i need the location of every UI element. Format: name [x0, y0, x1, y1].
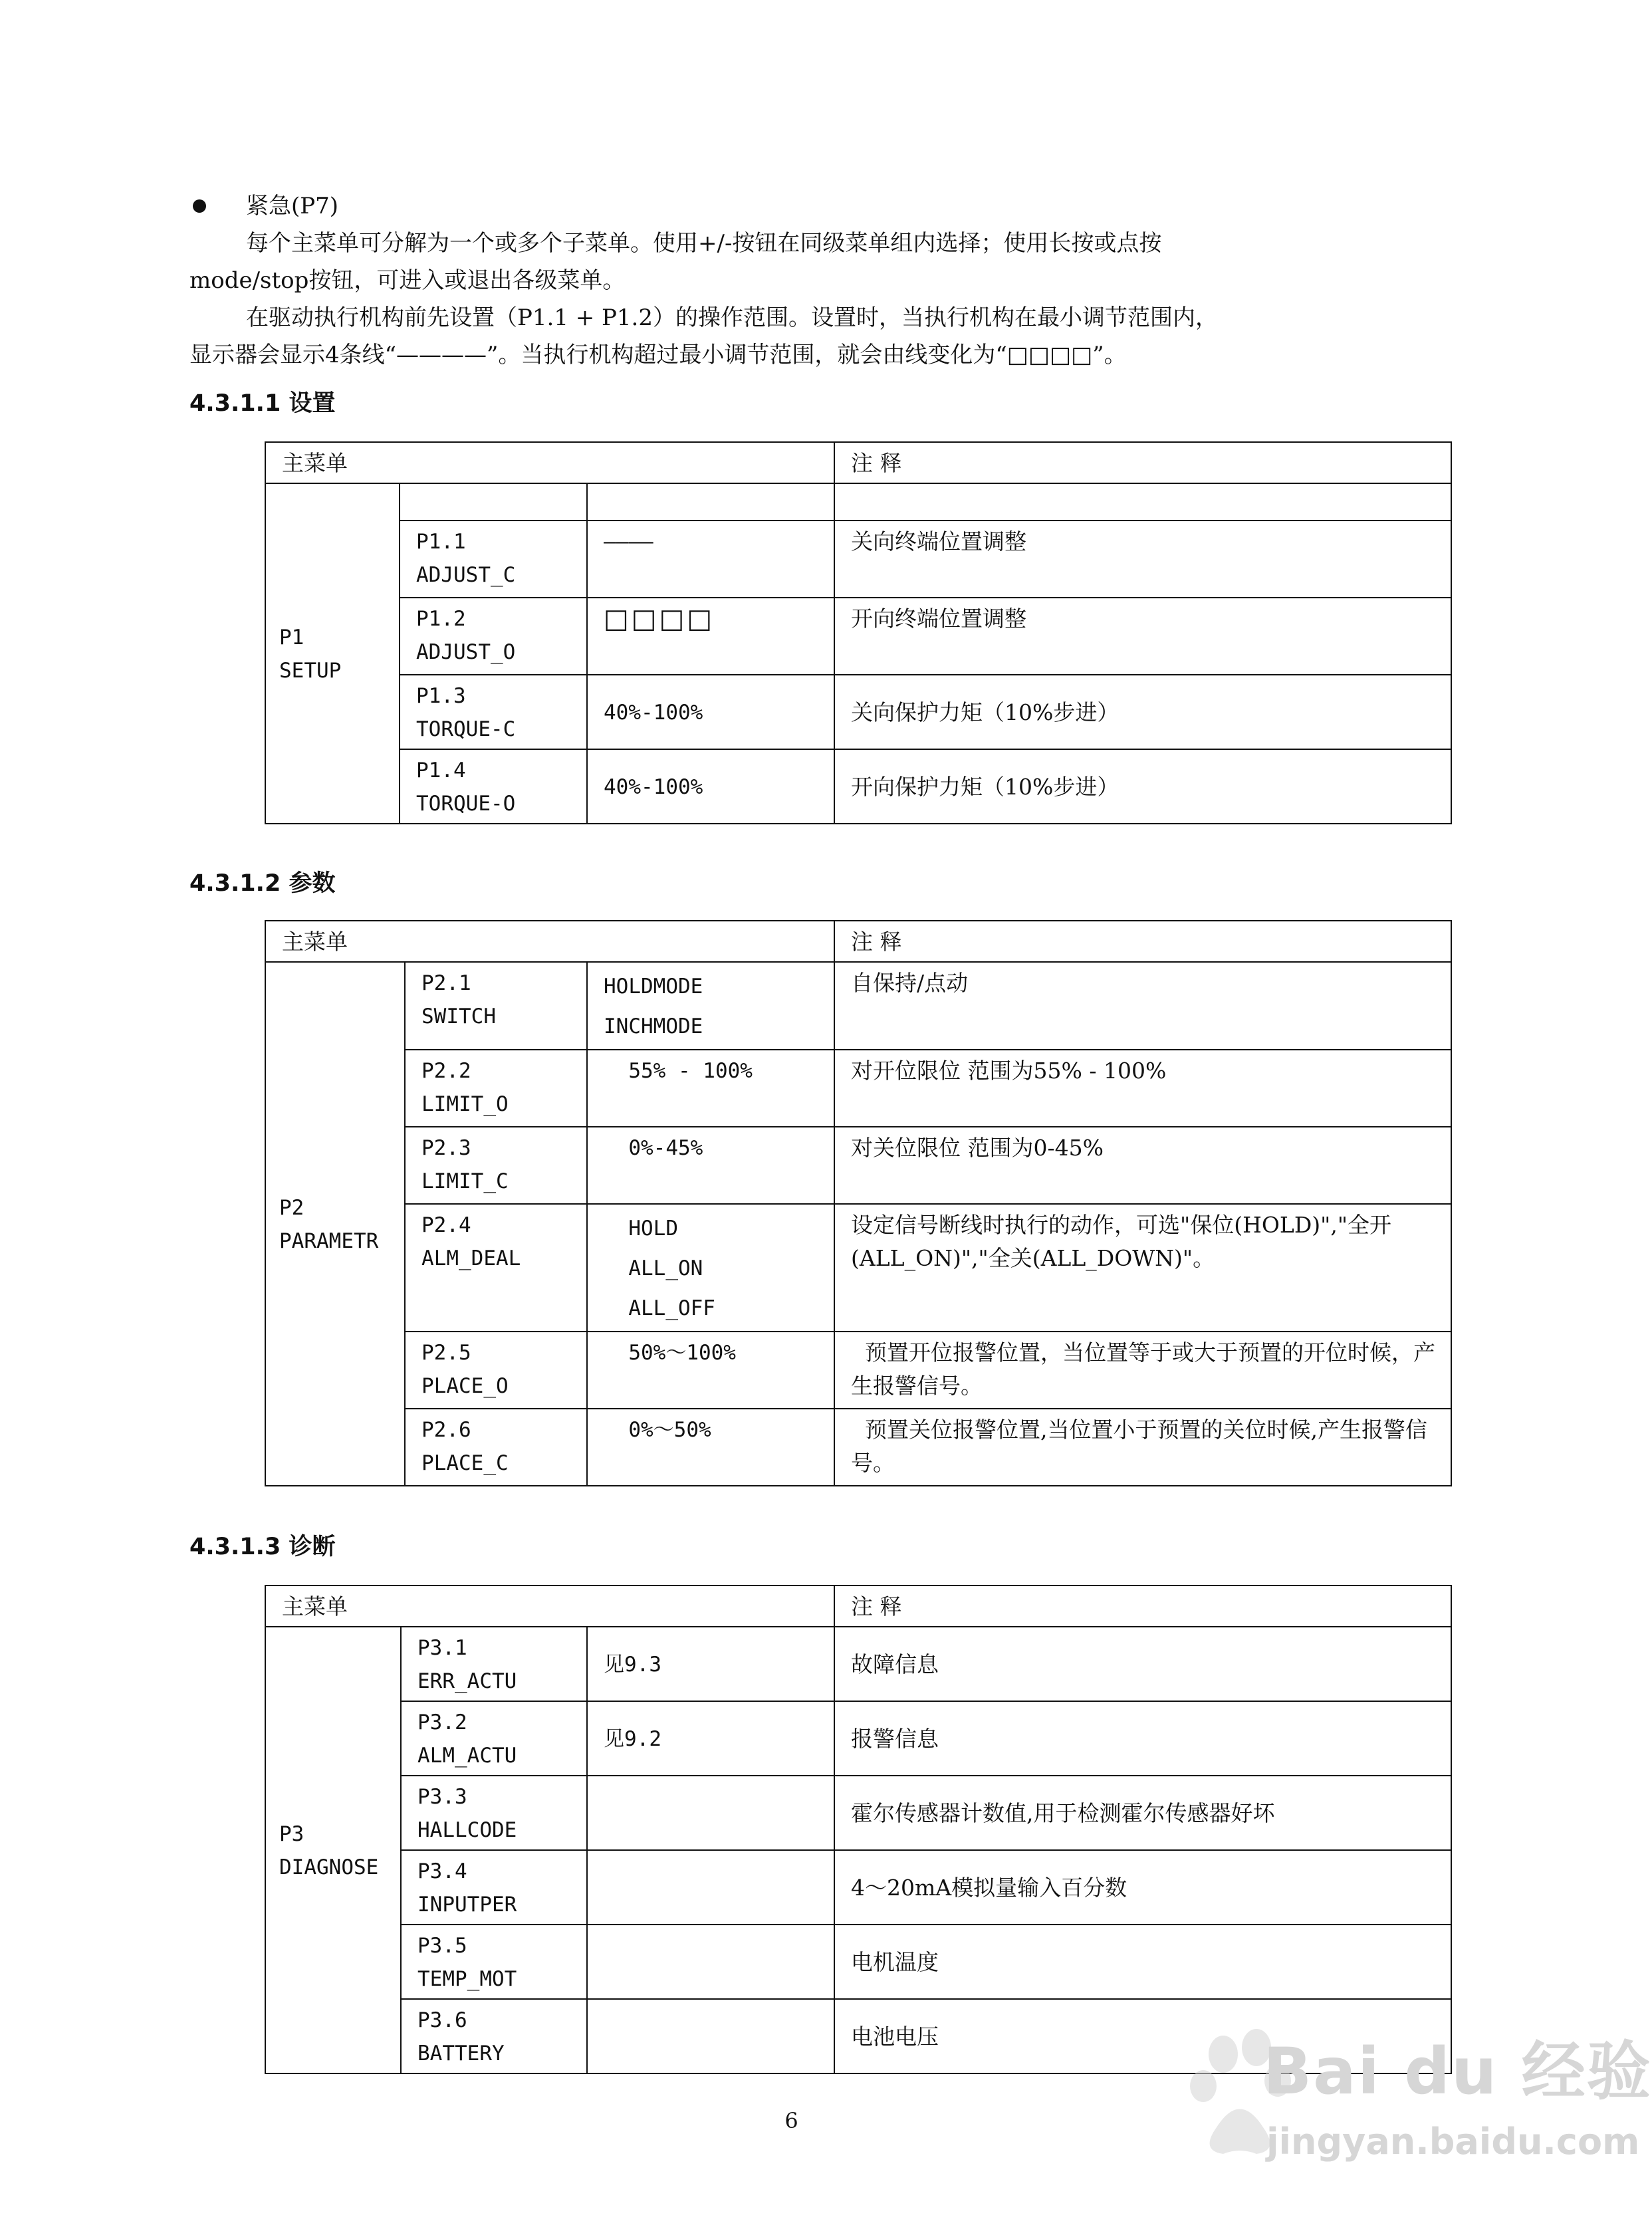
paragraph-1-line-1: 每个主菜单可分解为一个或多个子菜单。使用+/-按钮在同级菜单组内选择；使用长按或点按 — [246, 230, 1162, 257]
table-row — [265, 1627, 1451, 1701]
code-cell: P2.4 ALM_DEAL — [405, 1204, 587, 1332]
value-cell: HOLDMODE INCHMODE — [587, 962, 834, 1050]
note-cell: 故障信息 — [834, 1627, 1451, 1701]
code-cell: P2.3 LIMIT_C — [405, 1127, 587, 1204]
note-cell: 霍尔传感器计数值,用于检测霍尔传感器好坏 — [834, 1776, 1451, 1850]
section-heading-parameters: 4.3.1.2 参数 — [189, 870, 336, 897]
note-cell: 电池电压 — [834, 1999, 1451, 2073]
table-row — [265, 1701, 1451, 1776]
bullet-dot — [193, 199, 206, 213]
value-cell: 40%-100% — [587, 675, 834, 749]
note-cell: 报警信息 — [834, 1701, 1451, 1776]
note-cell: 开向终端位置调整 — [834, 598, 1451, 675]
setup-table — [265, 441, 1452, 824]
empty-cell — [834, 483, 1451, 521]
code-cell: P3.4 INPUTPER — [401, 1850, 587, 1925]
code-cell: P3.1 ERR_ACTU — [401, 1627, 587, 1701]
watermark-brand: Bai du 经验 — [1263, 2034, 1652, 2109]
note-cell: 关向保护力矩（10%步进） — [834, 675, 1451, 749]
section-heading-setup: 4.3.1.1 设置 — [189, 390, 336, 417]
value-cell: ———— — [587, 521, 834, 598]
table-row — [265, 1776, 1451, 1850]
code-cell: P1.4 TORQUE-O — [400, 749, 587, 824]
value-cell: HOLD ALL_ON ALL_OFF — [587, 1204, 834, 1332]
value-cell: 0%-45% — [587, 1127, 834, 1204]
table-row — [265, 1050, 1451, 1127]
code-cell: P1.3 TORQUE-C — [400, 675, 587, 749]
table-row — [265, 521, 1451, 598]
value-cell — [587, 1999, 834, 2073]
table-row — [265, 962, 1451, 1050]
code-cell: P2.2 LIMIT_O — [405, 1050, 587, 1127]
value-cell: □□□□ — [587, 598, 834, 675]
header-main-menu: 主菜单 — [265, 1586, 834, 1627]
value-cell: 40%-100% — [587, 749, 834, 824]
table-row — [265, 1925, 1451, 1999]
header-main-menu: 主菜单 — [265, 442, 834, 483]
paragraph-1-line-2: mode/stop按钮，可进入或退出各级菜单。 — [189, 267, 626, 294]
header-note: 注 释 — [834, 442, 1451, 483]
code-cell: P3.2 ALM_ACTU — [401, 1701, 587, 1776]
table-row — [265, 675, 1451, 749]
table-row — [265, 1850, 1451, 1925]
note-cell: 对开位限位 范围为55% - 100% — [834, 1050, 1451, 1127]
paragraph-2-line-2: 显示器会显示4条线“————”。当执行机构超过最小调节范围，就会由线变化为“□□□□”。 — [189, 342, 1127, 368]
group-cell-p3: P3 DIAGNOSE — [265, 1627, 401, 2073]
watermark-url: jingyan.baidu.com — [1266, 2121, 1640, 2163]
value-cell: 50%～100% — [587, 1332, 834, 1409]
code-cell: P2.1 SWITCH — [405, 962, 587, 1050]
empty-cell — [400, 483, 587, 521]
code-cell: P1.1 ADJUST_C — [400, 521, 587, 598]
value-cell: 见9.2 — [587, 1701, 834, 1776]
group-cell-p2: P2 PARAMETR — [265, 962, 405, 1486]
header-note: 注 释 — [834, 1586, 1451, 1627]
value-cell: 见9.3 — [587, 1627, 834, 1701]
section-heading-diagnostics: 4.3.1.3 诊断 — [189, 1534, 336, 1560]
code-cell: P3.5 TEMP_MOT — [401, 1925, 587, 1999]
code-cell: P3.6 BATTERY — [401, 1999, 587, 2073]
code-cell: P2.5 PLACE_O — [405, 1332, 587, 1409]
note-cell: 开向保护力矩（10%步进） — [834, 749, 1451, 824]
note-cell: 自保持/点动 — [834, 962, 1451, 1050]
table-row — [265, 1409, 1451, 1486]
empty-cell — [587, 483, 834, 521]
table-row — [265, 1127, 1451, 1204]
code-cell: P3.3 HALLCODE — [401, 1776, 587, 1850]
page-number: 6 — [784, 2108, 798, 2133]
note-cell: 关向终端位置调整 — [834, 521, 1451, 598]
table-row — [265, 598, 1451, 675]
paragraph-2-line-1: 在驱动执行机构前先设置（P1.1 + P1.2）的操作范围。设置时，当执行机构在最小调节范围内， — [246, 304, 1218, 331]
note-cell: 预置开位报警位置，当位置等于或大于预置的开位时候，产生报警信号。 — [834, 1332, 1451, 1409]
note-cell: 预置关位报警位置,当位置小于预置的关位时候,产生报警信号。 — [834, 1409, 1451, 1486]
value-cell — [587, 1776, 834, 1850]
diagnose-table — [265, 1585, 1452, 2074]
value-cell: 0%～50% — [587, 1409, 834, 1486]
value-cell: 55% - 100% — [587, 1050, 834, 1127]
value-cell — [587, 1925, 834, 1999]
value-cell — [587, 1850, 834, 1925]
table-row — [265, 1204, 1451, 1332]
note-cell: 对关位限位 范围为0-45% — [834, 1127, 1451, 1204]
code-cell: P1.2 ADJUST_O — [400, 598, 587, 675]
group-cell-p1: P1 SETUP — [265, 483, 400, 824]
table-row — [265, 749, 1451, 824]
table-row — [265, 1332, 1451, 1409]
bullet-text: 紧急(P7) — [246, 193, 339, 219]
note-cell: 设定信号断线时执行的动作，可选"保位(HOLD)","全开(ALL_ON)","全关(ALL_DOWN)"。 — [834, 1204, 1451, 1332]
header-main-menu: 主菜单 — [265, 921, 834, 962]
note-cell: 电机温度 — [834, 1925, 1451, 1999]
parameter-table — [265, 920, 1452, 1486]
code-cell: P2.6 PLACE_C — [405, 1409, 587, 1486]
note-cell: 4～20mA模拟量输入百分数 — [834, 1850, 1451, 1925]
header-note: 注 释 — [834, 921, 1451, 962]
